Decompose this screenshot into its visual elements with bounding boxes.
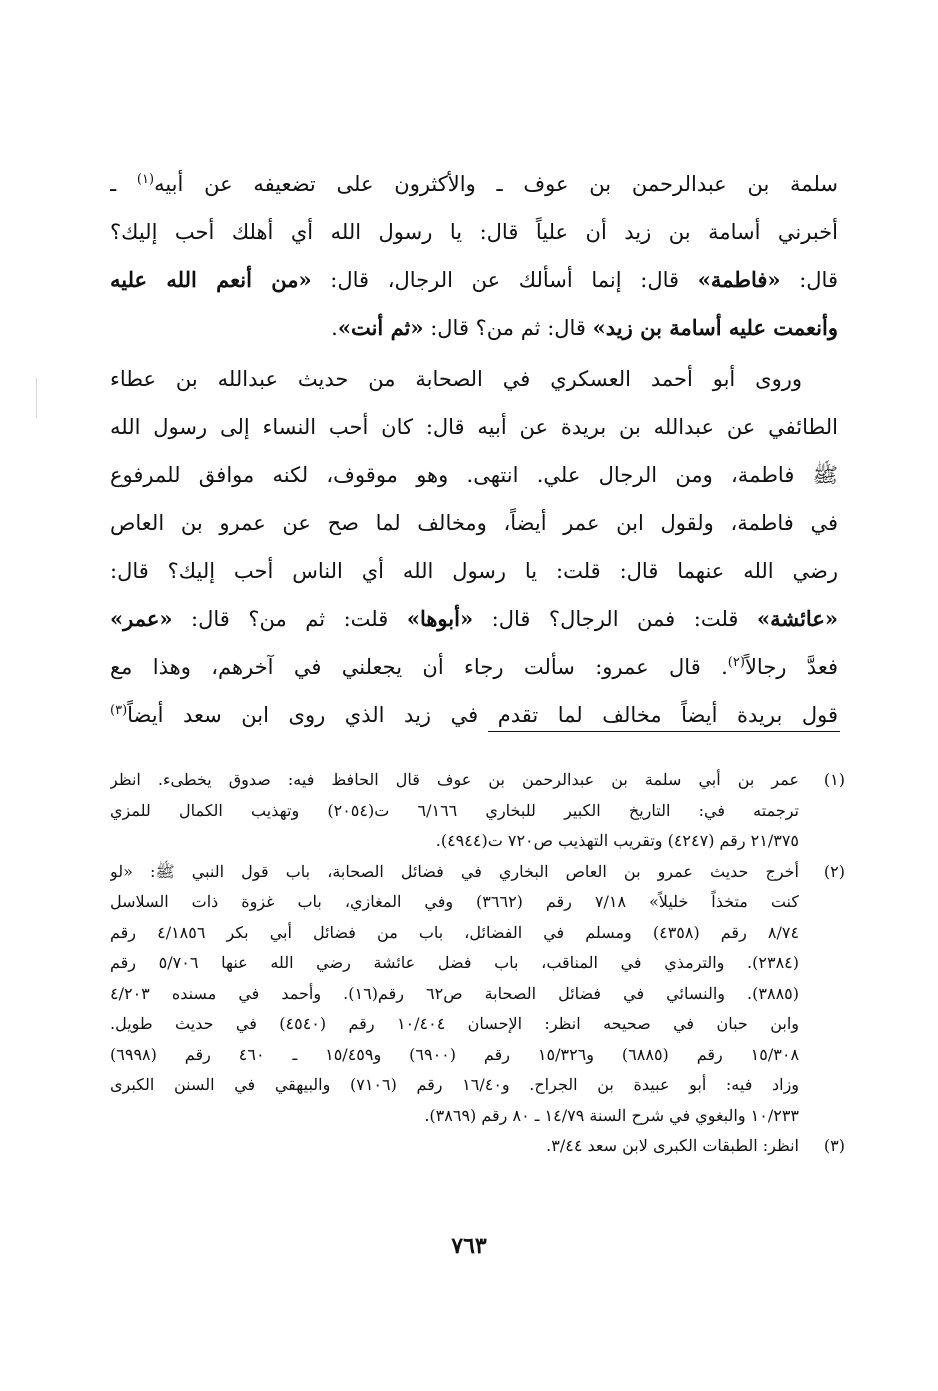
paragraph-1 bbox=[110, 160, 838, 352]
text-run: قال: ثم من؟ قال: bbox=[423, 316, 593, 340]
footnote-line: (٣٨٨٥). والنسائي في فضائل الصحابة ص٦٢ رقم(١٦). وأحمد في مسنده ٤/٢٠٣ bbox=[110, 983, 799, 1003]
footnote-2 bbox=[110, 857, 845, 1132]
footnote-1 bbox=[110, 765, 845, 857]
footnote-ref-1[interactable]: (١) bbox=[136, 172, 155, 187]
footnote-separator bbox=[488, 731, 840, 732]
paragraph-2 bbox=[110, 355, 838, 739]
quote-bold: «أبوها» bbox=[406, 606, 474, 631]
quote-bold: «ثم أنت» bbox=[337, 315, 424, 340]
text-run: قلت: ثم من؟ قال: bbox=[172, 607, 407, 631]
footnote-line: (٢٣٨٤). والترمذي في المناقب، باب فضل عائشة رضي الله عنها ٥/٧٠٦ رقم bbox=[110, 953, 799, 972]
footnote-3 bbox=[110, 1131, 845, 1162]
text-run: قال: bbox=[780, 268, 838, 292]
text-run: فعدَّ رجالاً bbox=[744, 655, 838, 679]
scan-margin-mark bbox=[36, 378, 37, 418]
footnote-line: وزاد فيه: أبو عبيدة بن الجراح. و١٦/٤٠ رقم (٧١٠٦) والبيهقي في السنن الكبرى bbox=[110, 1075, 799, 1094]
text-run: سلمة بن عبدالرحمن بن عوف ـ والأكثرون على تضعيفه عن أبيه bbox=[154, 172, 838, 196]
text-run: ـ bbox=[110, 172, 137, 196]
footnote-line: أخرج حديث عمرو بن العاص البخاري في فضائل الصحابة، باب قول النبي ﷺ: «لو bbox=[110, 861, 799, 881]
paragraph-1-line-3 bbox=[110, 256, 838, 304]
paragraph-2-line-2: الطائفي عن عبدالله بن بريدة عن أبيه قال: كان أحب النساء إلى رسول الله bbox=[110, 415, 838, 439]
footnote-ref-3[interactable]: (٣) bbox=[110, 703, 128, 718]
footnote-line: ٢١/٣٧٥ رقم (٤٢٤٧) وتقريب التهذيب ص٧٢٠ ت(٤٩٤٤). bbox=[435, 831, 799, 850]
paragraph-2-line-3: ﷺ فاطمة، ومن الرجال علي. انتهى. وهو موقوف، لكنه موافق للمرفوع bbox=[110, 463, 838, 487]
text-run: قول بريدة أيضاً مخالف لما تقدم في زيد الذي روى ابن سعد أيضاً bbox=[127, 703, 838, 727]
footnote-line: ١٥/٣٠٨ رقم (٦٨٨٥) و١٥/٣٢٦ رقم (٦٩٠٠) و١٥/٤٥٩ ـ ٤٦٠ رقم (٦٩٩٨) bbox=[110, 1044, 799, 1064]
paragraph-1-line-1 bbox=[110, 160, 838, 208]
text-run: . قال عمرو: سألت رجاء أن يجعلني في آخرهم، وهذا مع bbox=[110, 655, 728, 679]
paragraph-2-line-1: وروى أبو أحمد العسكري في الصحابة من حديث عبدالله بن عطاء bbox=[110, 367, 802, 391]
quote-bold: «فاطمة» bbox=[697, 267, 781, 292]
page-number: ٧٦٣ bbox=[451, 1233, 487, 1259]
text-run: قال: إنما أسألك عن الرجال، قال: bbox=[311, 268, 698, 292]
paragraph-2-line-5: رضي الله عنهما قال: قلت: يا رسول الله أي الناس أحب إليك؟ قال: bbox=[110, 559, 838, 583]
footnote-number: (٣) bbox=[823, 1136, 845, 1155]
quote-bold: «من أنعم الله عليه bbox=[110, 267, 312, 292]
quote-bold: «عائشة» bbox=[756, 606, 838, 631]
footnote-number: (١) bbox=[823, 770, 845, 789]
quote-bold: «عمر» bbox=[110, 606, 173, 631]
footnote-line: ٨/٧٤ رقم (٤٣٥٨) ومسلم في الفضائل، باب من فضائل أبي بكر ٤/١٨٥٦ رقم bbox=[110, 922, 799, 942]
footnote-line: ترجمته في: التاريخ الكبير للبخاري ٦/١٦٦ ت(٢٠٥٤) وتهذيب الكمال للمزي bbox=[110, 800, 799, 820]
footnote-line: وابن حبان في صحيحه انظر: الإحسان ١٠/٤٠٤ رقم (٤٥٤٠) في حديث طويل. bbox=[110, 1014, 799, 1033]
paragraph-2-line-6 bbox=[110, 595, 838, 643]
quote-bold: وأنعمت عليه أسامة بن زيد» bbox=[592, 315, 838, 340]
paragraph-1-line-4 bbox=[110, 304, 838, 352]
footnote-number: (٢) bbox=[823, 861, 845, 881]
paragraph-2-line-7 bbox=[110, 643, 838, 691]
footnote-line: انظر: الطبقات الكبرى لابن سعد ٣/٤٤. bbox=[546, 1136, 799, 1155]
paragraph-2-line-4: في فاطمة، ولقول ابن عمر أيضاً، ومخالف لما صح عن عمرو بن العاص bbox=[110, 511, 838, 535]
paragraph-1-line-2: أخبرني أسامة بن زيد أن علياً قال: يا رسول الله أي أهلك أحب إليك؟ bbox=[110, 220, 838, 244]
footnote-line: عمر بن أبي سلمة بن عبدالرحمن بن عوف قال الحافظ فيه: صدوق يخطىء. انظر bbox=[110, 770, 799, 789]
footnotes bbox=[110, 765, 845, 1162]
footnote-line: ١٠/٢٣٣ والبغوي في شرح السنة ١٤/٧٩ ـ ٨٠ رقم (٣٨٦٩). bbox=[424, 1105, 799, 1125]
text-run: . bbox=[331, 316, 338, 340]
footnote-ref-2[interactable]: (٢) bbox=[727, 655, 745, 670]
footnote-line: كنت متخذاً خليلاً» ٧/١٨ رقم (٣٦٦٢) وفي المغازي، باب غزوة ذات السلاسل bbox=[110, 892, 799, 911]
text-run: قلت: فمن الرجال؟ قال: bbox=[473, 607, 757, 631]
